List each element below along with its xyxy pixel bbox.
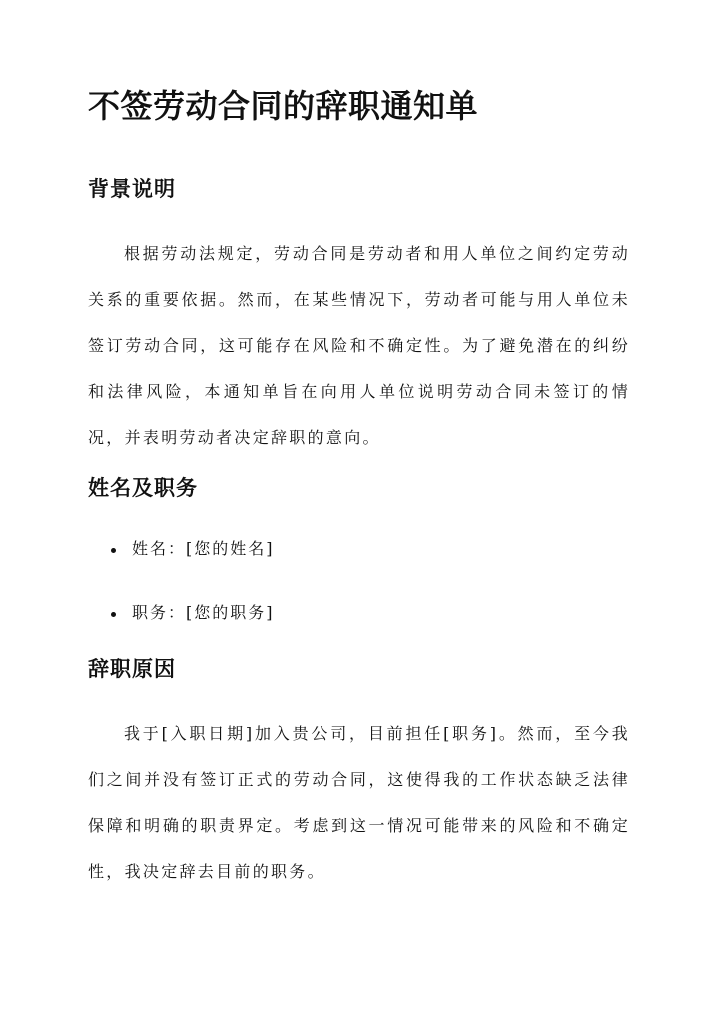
reason-paragraph: 我于[入职日期]加入贵公司，目前担任[职务]。然而，至今我们之间并没有签订正式的劳动合同，这使得我的工作状态缺乏法律保障和明确的职责界定。考虑到这一情况可能带来的风险和不确定性，我决定辞去目前的职务。 — [88, 724, 630, 881]
background-paragraph: 根据劳动法规定，劳动合同是劳动者和用人单位之间约定劳动关系的重要依据。然而，在某些情况下，劳动者可能与用人单位未签订劳动合同，这可能存在风险和不确定性。为了避免潜在的纠纷和法律风险，本通知单旨在向用人单位说明劳动合同未签订的情况，并表明劳动者决定辞职的意向。 — [88, 244, 630, 447]
name-field-text: 姓名：[您的姓名] — [132, 539, 275, 558]
bullet-icon — [111, 548, 116, 553]
section-heading-name-position: 姓名及职务 — [88, 475, 198, 500]
section-heading-reason: 辞职原因 — [88, 656, 176, 681]
document-title: 不签劳动合同的辞职通知单 — [88, 87, 479, 125]
bullet-icon — [111, 612, 116, 617]
list-item-name — [88, 535, 275, 599]
name-position-list — [88, 535, 275, 663]
position-field-text: 职务：[您的职务] — [132, 603, 275, 622]
section-heading-background: 背景说明 — [88, 176, 176, 201]
